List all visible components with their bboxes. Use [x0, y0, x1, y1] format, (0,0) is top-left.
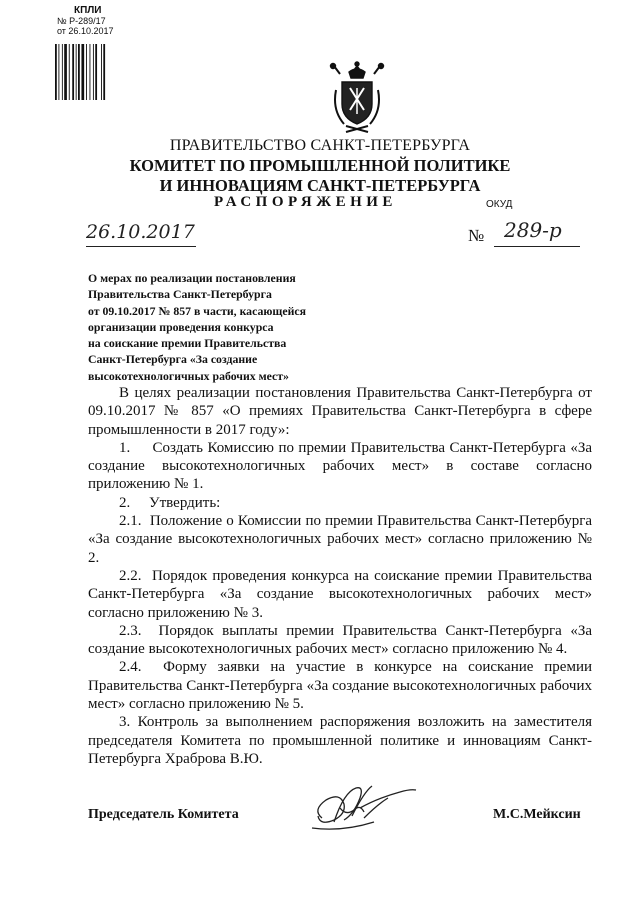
subject-block — [88, 270, 358, 384]
stamp-number: № Р-289/17 — [57, 16, 106, 26]
item-2-4: 2.4. Форму заявки на участие в конкурсе на соискание премии Правительства Санкт-Петербурга «За создание высокотехнологичных рабочих мест» согласно приложению № 5. — [88, 659, 592, 713]
document-type: РАСПОРЯЖЕНИЕ — [214, 194, 397, 210]
date-underline — [86, 246, 196, 247]
okud-label: ОКУД — [486, 199, 513, 210]
stamp-title: КПЛИ — [74, 5, 102, 16]
barcode — [55, 44, 125, 100]
item-2-2: 2.2. Порядок проведения конкурса на соискание премии Правительства Санкт-Петербурга «За создание высокотехнологичных рабочих мест» согласно приложению № 3. — [88, 567, 592, 621]
subject-line: на соискание премии Правительства — [88, 336, 287, 351]
subject-line: от 09.10.2017 № 857 в части, касающейся — [88, 303, 306, 318]
subject-line: Санкт-Петербурга «За создание — [88, 352, 258, 367]
item-3: 3. Контроль за выполнением распоряжения возложить на заместителя председателя Комитета по промышленной политике и инновациям Санкт-Петербурга Храброва В.Ю. — [88, 714, 592, 767]
government-title: ПРАВИТЕЛЬСТВО САНКТ-ПЕТЕРБУРГА — [169, 137, 471, 154]
signer-position: Председатель Комитета — [88, 807, 239, 822]
registration-stamp — [57, 6, 113, 36]
document-number: 289-р — [504, 218, 562, 242]
item-2: 2. Утвердить: — [119, 494, 221, 511]
subject-line: высокотехнологичных рабочих мест» — [88, 368, 289, 383]
subject-line: О мерах по реализации постановления — [88, 271, 296, 285]
document-body — [88, 384, 592, 768]
handwritten-signature — [300, 778, 420, 836]
subject-line: Правительства Санкт-Петербурга — [88, 287, 272, 302]
stamp-date: от 26.10.2017 — [57, 26, 114, 36]
number-label: № — [468, 226, 485, 245]
item-1: 1. Создать Комиссию по премии Правительства Санкт-Петербурга «За создание высокотехнологичных рабочих мест» в составе согласно приложению № 1. — [88, 439, 592, 493]
document-date: 26.10.2017 — [86, 221, 195, 243]
item-2-1: 2.1. Положение о Комиссии по премии Правительства Санкт-Петербурга «За создание высокотехнологичных рабочих мест» согласно приложению № 2. — [88, 513, 592, 566]
committee-title-line2: И ИННОВАЦИЯМ САНКТ-ПЕТЕРБУРГА — [159, 176, 481, 195]
subject-line: организации проведения конкурса — [88, 319, 274, 334]
intro-paragraph: В целях реализации постановления Правительства Санкт-Петербурга от 09.10.2017 № 857 «О премиях Правительства Санкт-Петербурга в сфере промышленности в 2017 году»: — [88, 385, 592, 438]
signer-name: М.С.Мейксин — [493, 807, 581, 822]
item-2-3: 2.3. Порядок выплаты премии Правительства Санкт-Петербурга «За создание высокотехнологичных рабочих мест» согласно приложению № 4. — [88, 622, 592, 658]
number-underline — [494, 246, 580, 247]
committee-title-line1: КОМИТЕТ ПО ПРОМЫШЛЕННОЙ ПОЛИТИКЕ — [129, 156, 511, 175]
coat-of-arms-icon — [328, 60, 386, 136]
